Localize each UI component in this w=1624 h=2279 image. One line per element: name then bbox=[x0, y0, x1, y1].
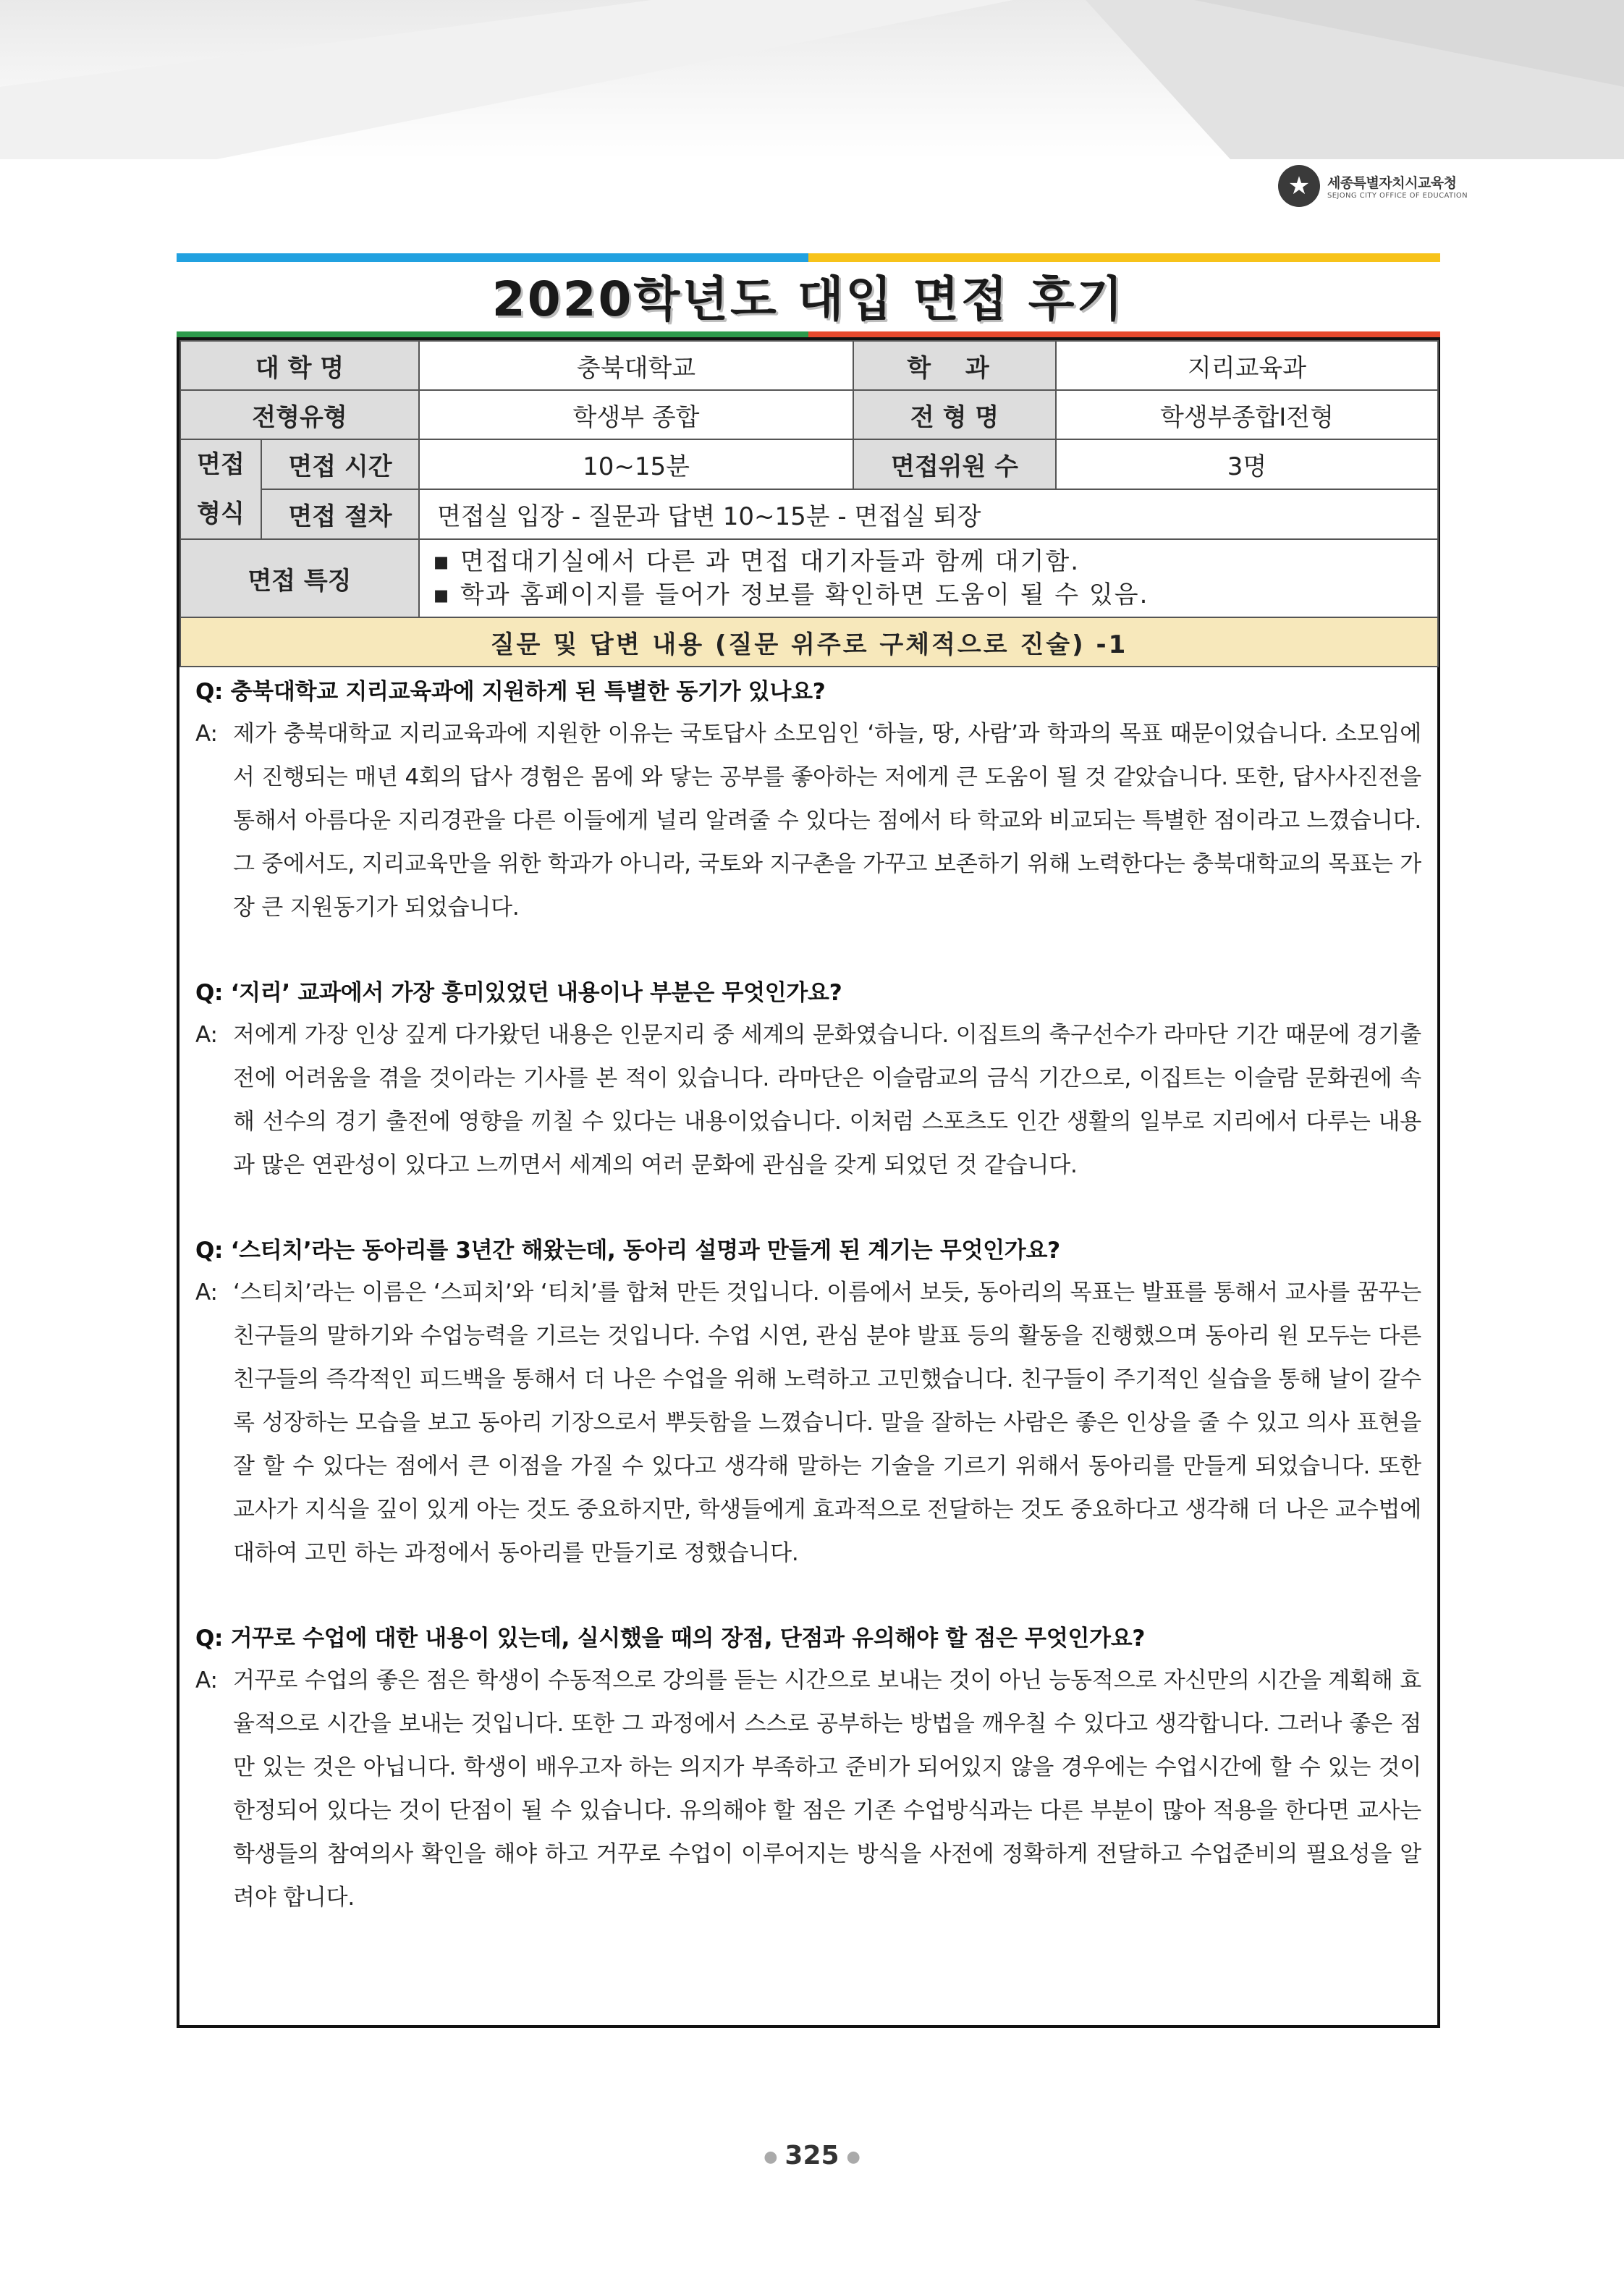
procedure-value: 면접실 입장 - 질문과 답변 10~15분 - 면접실 퇴장 bbox=[419, 489, 1438, 539]
logo-text bbox=[1327, 172, 1468, 200]
logo-english: SEJONG CITY OFFICE OF EDUCATION bbox=[1327, 192, 1468, 200]
page-dot-icon: ● bbox=[764, 2147, 778, 2166]
answer-1: A: 제가 충북대학교 지리교육과에 지원한 이유는 국토답사 소모임인 ‘하늘, 땅, 사람’과 학과의 목표 때문이었습니다. 소모임에서 진행되는 매년 4회의 답사 경험은 몸에 와 닿는 공부를 좋아하는 저에게 큰 도움이 될 것 같았습니다. 또한, 답사사진전을 통해서 아름다운 지리경관을 다른 이들에게 널리 알려줄 수 있다는 점에서 타 학교와 비교되는 특별한 점이라고 느꼈습니다. 그 중에서도, 지리교육만을 위한 학과가 아니라, 국토와 지구촌을 가꾸고 보존하기 위해 노력한다는 충북대학교의 목표는 가장 큰 지원동기가 되었습니다. bbox=[195, 721, 1421, 921]
department-label: 학 과 bbox=[853, 341, 1056, 390]
question-4: Q: 거꾸로 수업에 대한 내용이 있는데, 실시했을 때의 장점, 단점과 유의해야 할 점은 무엇인가요? bbox=[195, 1625, 1146, 1652]
page-title: 2020학년도 대입 면접 후기 bbox=[491, 271, 1125, 327]
logo-emblem-icon: ★ bbox=[1278, 165, 1320, 207]
feature-item: ▪ 학과 홈페이지를 들어가 정보를 확인하면 도움이 될 수 있음. bbox=[433, 580, 1149, 609]
question-1: Q: 충북대학교 지리교육과에 지원하게 된 특별한 동기가 있나요? bbox=[195, 679, 826, 705]
admission-name-value: 학생부종합Ⅰ전형 bbox=[1056, 390, 1438, 439]
features-list bbox=[419, 539, 1438, 617]
header-band bbox=[0, 0, 1624, 159]
department-value: 지리교육과 bbox=[1056, 341, 1438, 390]
time-label: 면접 시간 bbox=[261, 439, 419, 489]
question-3: Q: ‘스티치’라는 동아리를 3년간 해왔는데, 동아리 설명과 만들게 된 계기는 무엇인가요? bbox=[195, 1238, 1060, 1264]
interviewers-value: 3명 bbox=[1056, 439, 1438, 489]
answer-2: A: 저에게 가장 인상 깊게 다가왔던 내용은 인문지리 중 세계의 문화였습니다. 이집트의 축구선수가 라마단 기간 때문에 경기출전에 어려움을 겪을 것이라는 기사를 본 적이 있습니다. 라마단은 이슬람교의 금식 기간으로, 이집트는 이슬람 문화권에 속해 선수의 경기 출전에 영향을 끼칠 수 있다는 내용이었습니다. 이처럼 스포츠도 인간 생활의 일부로 지리에서 다루는 내용과 많은 연관성이 있다고 느끼면서 세계의 여러 문화에 관심을 갖게 되었던 것 같습니다. bbox=[195, 1022, 1421, 1178]
features-label: 면접 특징 bbox=[180, 539, 419, 617]
office-logo bbox=[1278, 165, 1468, 207]
admission-type-value: 학생부 종합 bbox=[419, 390, 853, 439]
procedure-label: 면접 절차 bbox=[261, 489, 419, 539]
university-value: 충북대학교 bbox=[419, 341, 853, 390]
title-top-bar bbox=[177, 253, 1440, 262]
university-label: 대 학 명 bbox=[180, 341, 419, 390]
qa-section bbox=[179, 667, 1437, 1919]
interview-info-table bbox=[179, 340, 1439, 667]
answer-4: A: 거꾸로 수업의 좋은 점은 학생이 수동적으로 강의를 듣는 시간으로 보내는 것이 아닌 능동적으로 자신만의 시간을 계획해 효율적으로 시간을 보내는 것입니다. 또한 그 과정에서 스스로 공부하는 방법을 깨우칠 수 있다고 생각합니다. 그러나 좋은 점만 있는 것은 아닙니다. 학생이 배우고자 하는 의지가 부족하고 준비가 되어있지 않을 경우에는 수업시간에 할 수 있는 것이 한정되어 있다는 것이 단점이 될 수 있습니다. 유의해야 할 점은 기존 수업방식과는 다른 부분이 많아 적용을 한다면 교사는 학생들의 참여의사 확인을 해야 하고 거꾸로 수업이 이루어지는 방식을 사전에 정확하게 전달하고 수업준비의 필요성을 알려야 합니다. bbox=[195, 1667, 1421, 1911]
format-label: 면접 형식 bbox=[180, 439, 261, 539]
feature-item: ▪ 면접대기실에서 다른 과 면접 대기자들과 함께 대기함. bbox=[433, 547, 1080, 576]
admission-type-label: 전형유형 bbox=[180, 390, 419, 439]
page-dot-icon: ● bbox=[846, 2147, 860, 2166]
title-bottom-bar bbox=[177, 331, 1440, 337]
page-number: ● 325 ● bbox=[0, 2141, 1624, 2170]
logo-korean: 세종특별자치시교육청 bbox=[1327, 175, 1457, 191]
qa-heading: 질문 및 답변 내용 (질문 위주로 구체적으로 진술) -1 bbox=[180, 617, 1438, 667]
time-value: 10~15분 bbox=[419, 439, 853, 489]
header-decoration bbox=[0, 0, 1624, 159]
interview-review-frame bbox=[177, 337, 1440, 2028]
question-2: Q: ‘지리’ 교과에서 가장 흥미있었던 내용이나 부분은 무엇인가요? bbox=[195, 980, 842, 1006]
interviewers-label: 면접위원 수 bbox=[853, 439, 1056, 489]
answer-3: A: ‘스티치’라는 이름은 ‘스피치’와 ‘티치’를 합쳐 만든 것입니다. 이름에서 보듯, 동아리의 목표는 발표를 통해서 교사를 꿈꾸는 친구들의 말하기와 수업능력을 기르는 것입니다. 수업 시연, 관심 분야 발표 등의 활동을 진행했으며 동아리 원 모두는 다른 친구들의 즉각적인 피드백을 통해서 더 나은 수업을 위해 노력하고 고민했습니다. 친구들이 주기적인 실습을 통해 날이 갈수록 성장하는 모습을 보고 동아리 기장으로서 뿌듯함을 느꼈습니다. 말을 잘하는 사람은 좋은 인상을 줄 수 있고 의사 표현을 잘 할 수 있다는 점에서 큰 이점을 가질 수 있다고 생각해 말하는 기술을 기르기 위해서 동아리를 만들게 되었습니다. 또한 교사가 지식을 깊이 있게 아는 것도 중요하지만, 학생들에게 효과적으로 전달하는 것도 중요하다고 생각해 더 나은 교수법에 대하여 고민 하는 과정에서 동아리를 만들기로 정했습니다. bbox=[195, 1280, 1421, 1566]
admission-name-label: 전 형 명 bbox=[853, 390, 1056, 439]
